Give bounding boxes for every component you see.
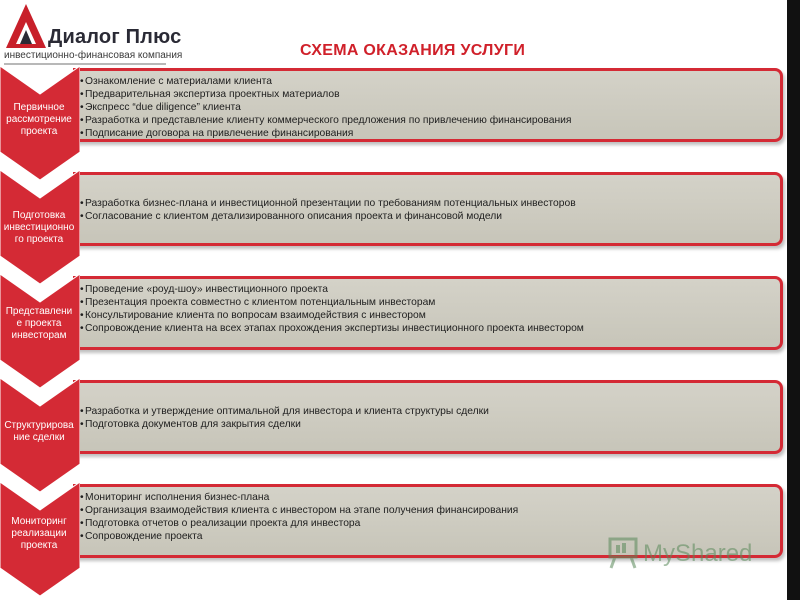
stage-label: Представлени е проекта инвесторам (5, 306, 73, 341)
stage-items (73, 75, 780, 140)
stage-label: Мониторинг реализации проекта (11, 516, 67, 551)
stage-item: • Организация взаимодействия клиента с инвестором на этапе получения финансирования (85, 504, 780, 517)
page-title: СХЕМА ОКАЗАНИЯ УСЛУГИ (300, 42, 526, 59)
watermark-text: MyShared (643, 540, 753, 567)
stage-items (73, 283, 780, 335)
stage-details-box (73, 276, 783, 350)
stage-details-box (73, 172, 783, 246)
stage-details-box (73, 380, 783, 454)
stage-item: • Презентация проекта совместно с клиентом потенциальным инвесторам (85, 296, 780, 309)
stage-item: • Экспресс “due diligence” клиента (85, 101, 780, 114)
stage-row (0, 274, 787, 390)
watermark (607, 536, 767, 572)
stage-items (73, 197, 780, 223)
stage-row (0, 378, 787, 494)
stage-item: • Разработка и представление клиенту коммерческого предложения по привлечению финансирования (85, 114, 780, 127)
logo-divider (4, 63, 166, 65)
stage-label: Первичное рассмотрение проекта (6, 102, 72, 137)
stage-item: • Сопровождение проекта (85, 530, 780, 543)
stage-item: • Сопровождение клиента на всех этапах прохождения экспертизы инвестиционного проекта инвестором (85, 322, 780, 335)
stage-item: • Предварительная экспертиза проектных материалов (85, 88, 780, 101)
stage-item: • Консультирование клиента по вопросам взаимодействия с инвестором (85, 309, 780, 322)
stage-row (0, 66, 787, 182)
stage-item: • Подписание договора на привлечение финансирования (85, 127, 780, 140)
company-logo (0, 0, 183, 70)
stage-item: • Подготовка документов для закрытия сделки (85, 418, 780, 431)
stage-item: • Проведение «роуд-шоу» инвестиционного проекта (85, 283, 780, 296)
presentation-board-icon (607, 536, 641, 570)
stage-label: Подготовка инвестиционно го проекта (3, 210, 75, 245)
logo-name: Диалог Плюс (48, 26, 182, 48)
stage-items (73, 405, 780, 431)
stage-item: • Разработка и утверждение оптимальной для инвестора и клиента структуры сделки (85, 405, 780, 418)
stage-item: • Разработка бизнес-плана и инвестиционной презентации по требованиям потенциальных инвесторов (85, 197, 780, 210)
stage-label: Структурирова ние сделки (4, 420, 74, 443)
stage-details-box (73, 68, 783, 142)
stage-item: • Подготовка отчетов о реализации проекта для инвестора (85, 517, 780, 530)
stage-item: • Согласование с клиентом детализированного описания проекта и финансовой модели (85, 210, 780, 223)
stage-row (0, 170, 787, 286)
stage-item: • Мониторинг исполнения бизнес-плана (85, 491, 780, 504)
right-edge-bar (787, 0, 800, 600)
logo-tagline: инвестиционно-финансовая компания (4, 50, 183, 61)
logo-triangle-icon (6, 4, 46, 48)
stage-item: • Ознакомление с материалами клиента (85, 75, 780, 88)
